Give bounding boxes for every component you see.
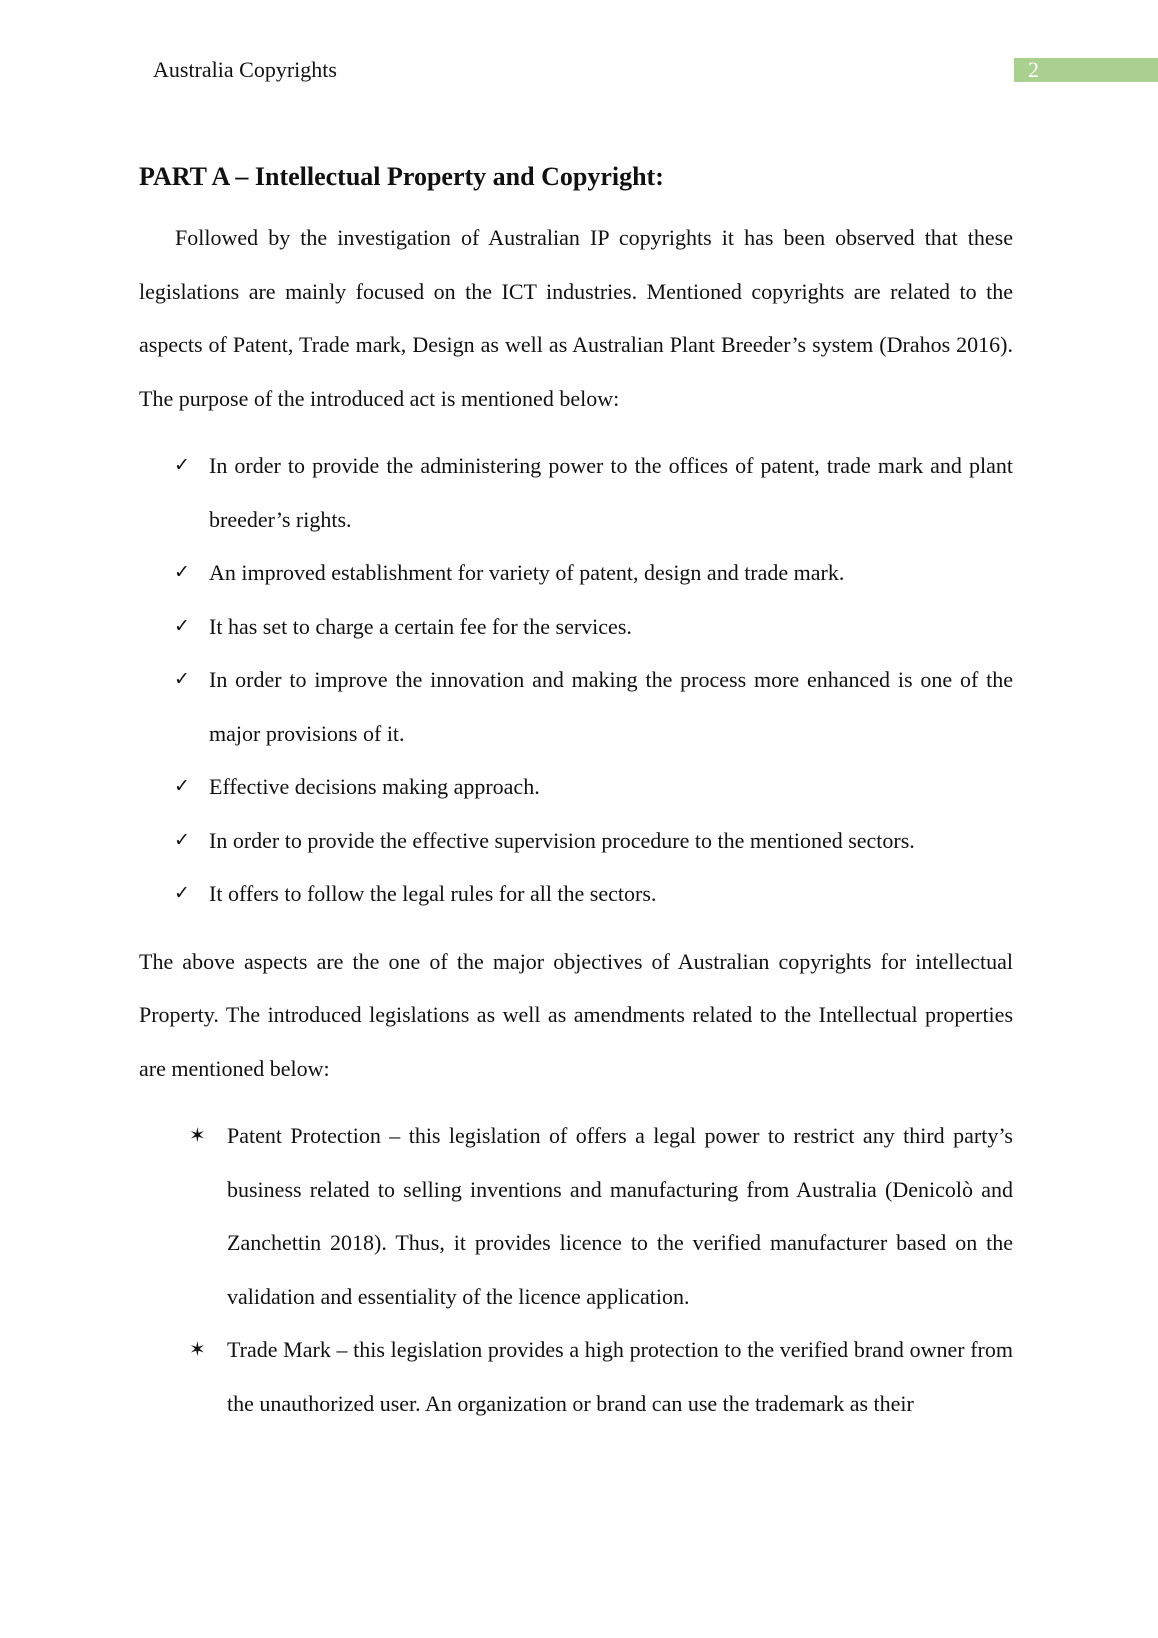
star-bullet-icon: ✶ [189, 1123, 206, 1147]
list-item-text: It offers to follow the legal rules for all the sectors. [209, 881, 657, 906]
list-item [139, 867, 1013, 921]
page-number: 2 [1028, 57, 1039, 82]
checkmark-icon: ✓ [174, 454, 190, 476]
intro-paragraph: Followed by the investigation of Australian IP copyrights it has been observed that these legislations are mainly focused on the ICT industries. Mentioned copyrights are related to the aspects of Patent, Trade mark, Design as well as Australian Plant Breeder’s system (Drahos 2016). The purpose of the introduced act is mentioned below: [139, 225, 1013, 411]
header-title: Australia Copyrights [153, 57, 337, 82]
list-item [139, 814, 1013, 868]
list-item [139, 546, 1013, 600]
list-item-text: It has set to charge a certain fee for the services. [209, 613, 632, 639]
list-item-text: Effective decisions making approach. [209, 774, 540, 799]
list-item-text: In order to provide the effective supervision procedure to the mentioned sectors. [209, 827, 915, 853]
list-item [139, 653, 1013, 760]
list-item [139, 600, 1013, 654]
section-heading: PART A – Intellectual Property and Copyright: [139, 162, 664, 191]
checkmark-icon: ✓ [174, 775, 190, 797]
checkmark-icon: ✓ [174, 828, 190, 851]
page-number-box [1014, 58, 1158, 82]
checkmark-icon: ✓ [174, 882, 190, 904]
list-item [139, 760, 1013, 814]
document-body [139, 157, 1013, 1430]
list-item-text: In order to provide the administering power to the offices of patent, trade mark and plant breeder’s rights. [209, 453, 1013, 532]
list-item-text: In order to improve the innovation and making the process more enhanced is one of the major provisions of it. [209, 667, 1013, 746]
list-item-text: An improved establishment for variety of patent, design and trade mark. [209, 560, 845, 585]
list-item [139, 1323, 1013, 1430]
legislation-list [139, 1109, 1013, 1430]
list-item-text: Patent Protection – this legislation of offers a legal power to restrict any third party’s business related to selling inventions and manufacturing from Australia (Denicolò and Zanchettin 2018). Thus, it provides licence to the verified manufacturer based on the validation and essentiality of the licence application. [227, 1123, 1013, 1309]
list-item-text: Trade Mark – this legislation provides a high protection to the verified brand owner from the unauthorized user. An organization or brand can use the trademark as their [227, 1337, 1013, 1416]
objectives-paragraph: The above aspects are the one of the major objectives of Australian copyrights for intellectual Property. The introduced legislations as well as amendments related to the Intellectual properties are mentioned below: [139, 948, 1013, 1081]
checkmark-icon: ✓ [174, 614, 190, 637]
list-item [139, 1109, 1013, 1323]
checkmark-icon: ✓ [174, 668, 190, 690]
checkmark-icon: ✓ [174, 561, 190, 583]
star-bullet-icon: ✶ [189, 1337, 206, 1361]
purpose-list [139, 439, 1013, 921]
list-item [139, 439, 1013, 546]
